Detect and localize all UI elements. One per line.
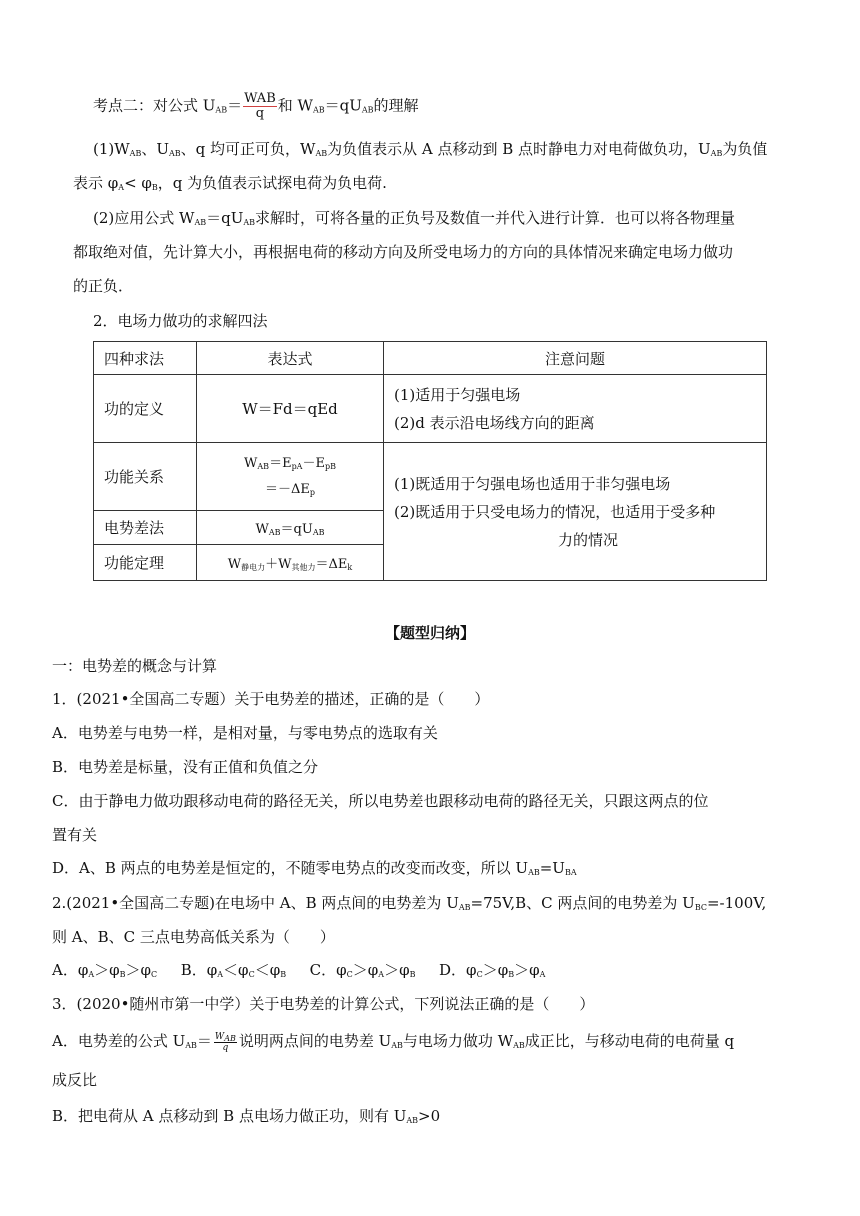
question-3-option-b: B．把电荷从 A 点移动到 B 点电场力做正功，则有 $U_{AB}>0$ [52, 1107, 441, 1125]
paragraph-2-line-1: (2)应用公式 $W_{AB}=qU_{AB}$求解时，可将各量的正负号及数值一并代入进行计算．也可以将各物理量 [93, 209, 736, 227]
question-2-option-b: B．$\varphi_A<\varphi_C<\varphi_B$ [180, 961, 287, 979]
table-cell: 电势差法 [94, 511, 197, 545]
table-row [94, 443, 767, 511]
question-2-option-c: C．$\varphi_C>\varphi_A>\varphi_B$ [309, 961, 416, 979]
table-cell: 功能定理 [94, 545, 197, 581]
table-cell: (1)既适用于匀强电场也适用于非匀强电场 (2)既适用于只受电场力的情况，也适用于受多种 力的情况 [384, 443, 767, 581]
question-1-option-b: B．电势差是标量，没有正值和负值之分 [52, 758, 319, 776]
question-2-option-d: D．$\varphi_C>\varphi_B>\varphi_A$ [439, 961, 546, 979]
question-3-stem: 3．(2020•随州市第一中学）关于电势差的计算公式，下列说法正确的是（ ） [52, 995, 595, 1013]
summary-heading: 【题型归纳】 [384, 624, 475, 642]
question-3-option-a: A．电势差的公式 $U_{AB}=$ $\frac{W_{AB}}{q}$ 说明两点间的电势差 $U_{AB}$与电场力做功 $W_{AB}$成正比，与移动电荷的电荷量 q [52, 1031, 735, 1053]
question-1-option-c: C．由于静电力做功跟移动电荷的路径无关，所以电势差也跟移动电荷的路径无关，只跟这两点的位 [52, 792, 709, 810]
paragraph-2-line-2: 都取绝对值，先计算大小，再根据电荷的移动方向及所受电场力的方向的具体情况来确定电场力做功 [73, 243, 734, 261]
part-1-heading: 一：电势差的概念与计算 [52, 657, 218, 675]
table-header-cell: 注意问题 [384, 342, 767, 375]
table-cell: $W_{AB}=qU_{AB}$ [197, 511, 384, 545]
table-cell: (1)适用于匀强电场 (2)d 表示沿电场线方向的距离 [384, 375, 767, 443]
paragraph-1-line-1: $(1)W_{AB}$、$U_{AB}$、q 均可正可负，$W_{AB}$为负值表示从 A 点移动到 B 点时静电力对电荷做负功，$U_{AB}$为负值 [93, 140, 768, 158]
heading-four-methods: 2．电场力做功的求解四法 [93, 312, 268, 330]
table-cell: W＝Fd＝qEd [197, 375, 384, 443]
question-2-stem: 2.(2021•全国高二专题)在电场中 A、B 两点间的电势差为 $U_{AB}=75V,B$、C 两点间的电势差为 $U_{BC}=-100V$, [52, 894, 767, 912]
table-header-cell: 四种求法 [94, 342, 197, 375]
table-header-row [94, 342, 767, 375]
table-row [94, 375, 767, 443]
formula-fraction: $\frac{W_{AB}}{q}$ [214, 1031, 236, 1053]
formula-fraction: $\frac{\text{WAB}}{q}$ [244, 91, 276, 121]
question-1-option-a: A．电势差与电势一样，是相对量，与零电势点的选取有关 [52, 724, 438, 742]
question-2-options [52, 960, 545, 980]
methods-table [93, 341, 767, 581]
question-1-option-c-cont: 置有关 [52, 826, 98, 844]
paragraph-1-line-2: 表示 $\varphi_A< \varphi_B$，q 为负值表示试探电荷为负电荷. [73, 174, 387, 192]
question-1-stem: 1．(2021•全国高二专题）关于电势差的描述，正确的是（ ） [52, 690, 490, 708]
section2-title: 考点二：对公式 $U_{AB}=$ $\frac{\text{WAB}}{q}$ 和 $W_{AB}=qU_{AB}$的理解 [93, 91, 419, 121]
table-cell: $W_{AB}=E_{pA}-E_{pB}$ $=-\Delta E_p$ [197, 443, 384, 511]
question-3-option-a-cont: 成反比 [52, 1071, 98, 1089]
question-1-option-d: D．A、B 两点的电势差是恒定的，不随零电势点的改变而改变，所以 $U_{AB}=U_{BA}$ [52, 859, 577, 877]
table-cell: $W_{静电力}+W_{其他力}=\Delta E_k$ [197, 545, 384, 581]
table-cell: 功的定义 [94, 375, 197, 443]
question-2-option-a: A．$\varphi_A>\varphi_B>\varphi_C$ [52, 961, 158, 979]
paragraph-2-line-3: 的正负． [73, 277, 134, 295]
table-cell: 功能关系 [94, 443, 197, 511]
table-header-cell: 表达式 [197, 342, 384, 375]
question-2-stem-cont: 则 A、B、C 三点电势高低关系为（ ） [52, 928, 335, 946]
